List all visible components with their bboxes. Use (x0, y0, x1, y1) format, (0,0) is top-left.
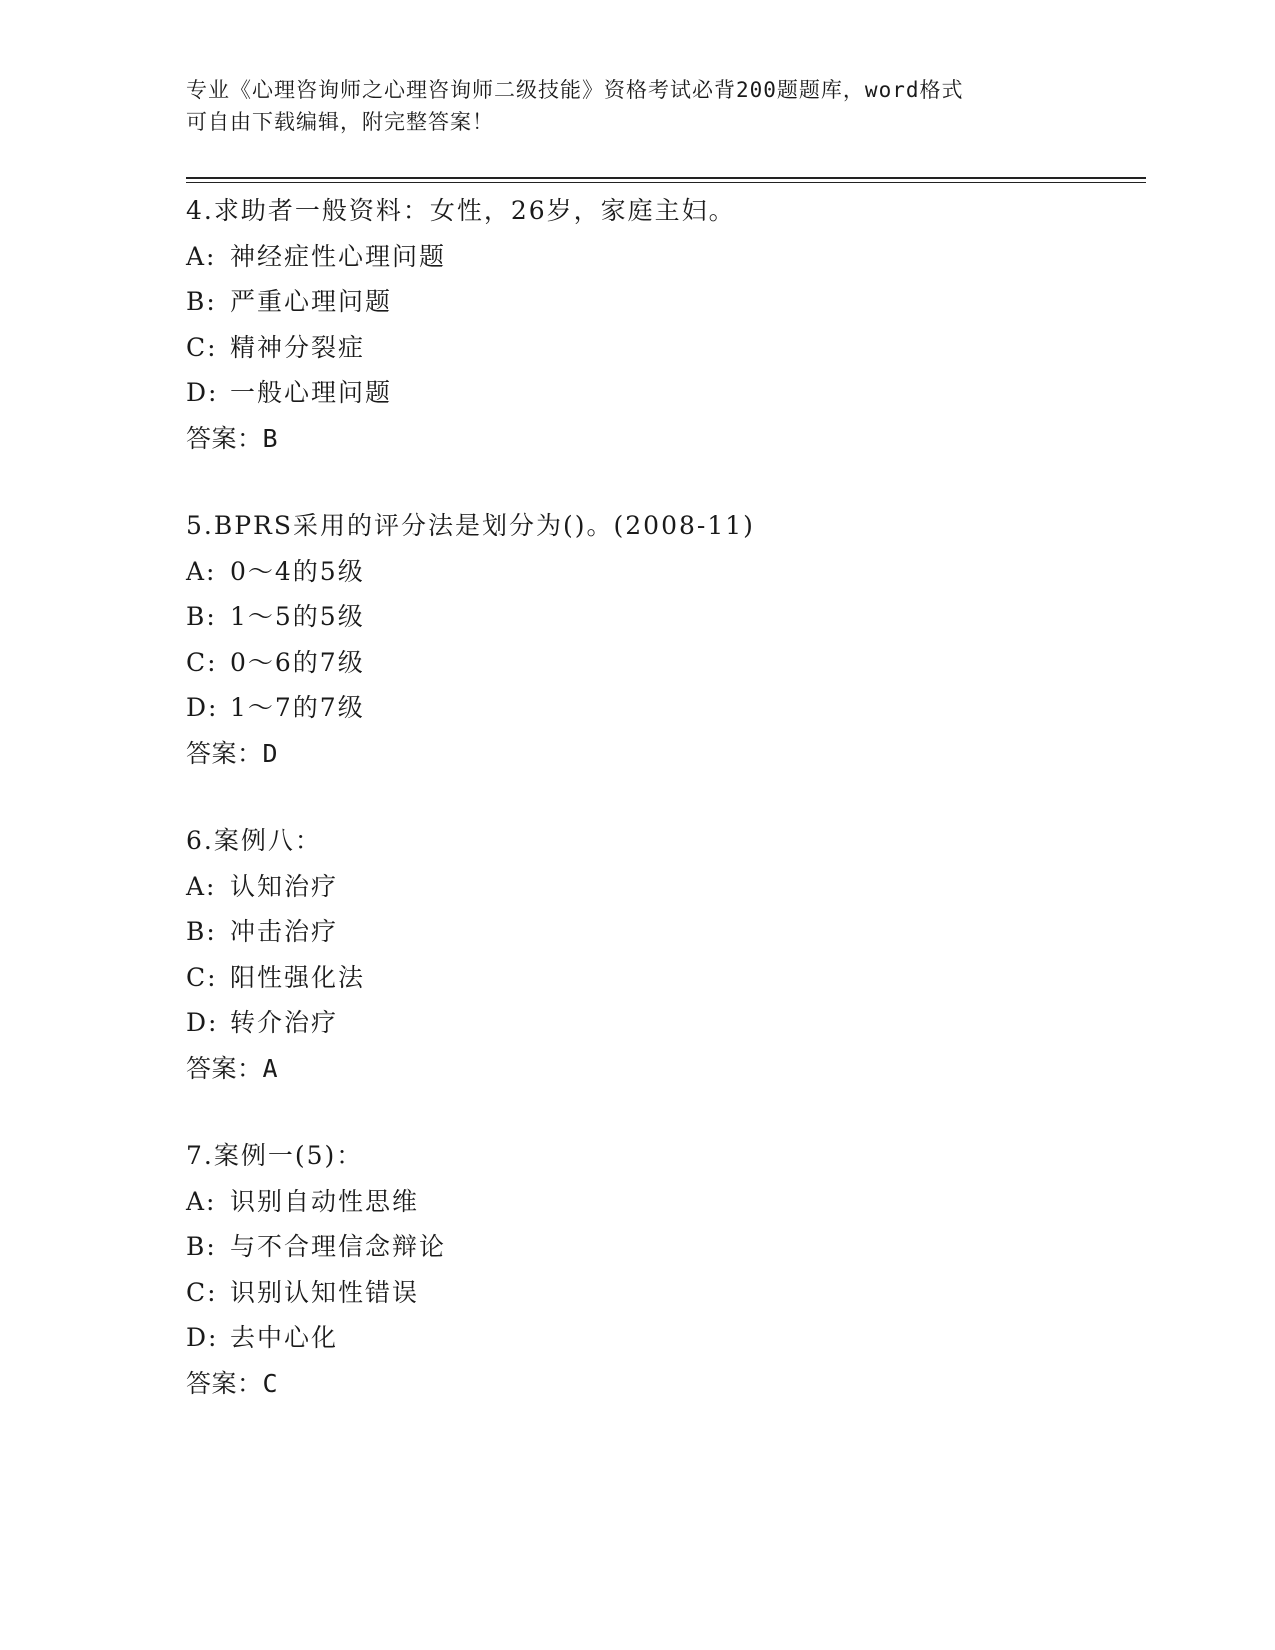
question-stem: 5.BPRS采用的评分法是划分为()。(2008-11) (186, 511, 755, 540)
option-c (186, 640, 1146, 686)
option-letter: C: (186, 962, 218, 992)
option-text: 1～7的7级 (230, 693, 365, 722)
option-d (186, 370, 1146, 416)
option-c (186, 955, 1146, 1001)
option-text: 0～6的7级 (230, 647, 365, 677)
option-letter: D: (186, 1008, 219, 1037)
option-d (186, 1000, 1146, 1046)
question-5 (186, 503, 1146, 776)
document-header (186, 74, 1086, 138)
option-text: 冲击治疗 (230, 917, 339, 946)
option-letter: A: (186, 556, 217, 586)
option-letter: D: (186, 693, 219, 722)
option-letter: A: (186, 241, 217, 271)
option-a (186, 234, 1146, 280)
option-text: 严重心理问题 (230, 287, 393, 316)
option-text: 识别认知性错误 (230, 1277, 420, 1307)
option-letter: B: (186, 917, 217, 946)
option-b (186, 909, 1146, 955)
option-a (186, 1179, 1146, 1225)
header-divider (186, 177, 1146, 179)
option-b (186, 594, 1146, 640)
option-letter: C: (186, 1277, 218, 1307)
option-d (186, 1315, 1146, 1361)
question-4 (186, 188, 1146, 461)
answer-line: 答案：D (186, 738, 279, 768)
option-letter: C: (186, 647, 218, 677)
option-letter: B: (186, 1232, 217, 1261)
option-text: 认知治疗 (230, 871, 339, 901)
answer-line: 答案：C (186, 1368, 279, 1398)
option-text: 0～4的5级 (230, 556, 365, 586)
option-text: 阳性强化法 (230, 962, 366, 992)
option-letter: D: (186, 1323, 219, 1352)
question-6 (186, 818, 1146, 1091)
option-c (186, 1270, 1146, 1316)
option-d (186, 685, 1146, 731)
header-line-1: 专业《心理咨询师之心理咨询师二级技能》资格考试必背200题题库，word格式 (186, 78, 964, 102)
option-text: 识别自动性思维 (230, 1186, 420, 1216)
option-text: 神经症性心理问题 (230, 241, 447, 271)
option-letter: C: (186, 332, 218, 362)
option-c (186, 325, 1146, 371)
question-7 (186, 1133, 1146, 1406)
question-stem: 6.案例八： (186, 826, 322, 855)
option-letter: B: (186, 287, 217, 316)
answer-line: 答案：A (186, 1053, 279, 1083)
header-line-2: 可自由下载编辑，附完整答案！ (186, 110, 494, 134)
question-list (186, 188, 1146, 1448)
option-text: 精神分裂症 (230, 332, 366, 362)
option-letter: A: (186, 1186, 217, 1216)
option-letter: A: (186, 871, 217, 901)
option-letter: D: (186, 378, 219, 407)
question-stem: 7.案例一(5)： (186, 1141, 364, 1170)
question-stem: 4.求助者一般资料：女性，26岁，家庭主妇。 (186, 196, 736, 225)
option-letter: B: (186, 602, 217, 631)
answer-line: 答案：B (186, 423, 279, 453)
option-b (186, 1224, 1146, 1270)
option-text: 去中心化 (230, 1323, 339, 1352)
option-text: 转介治疗 (230, 1008, 339, 1037)
option-a (186, 549, 1146, 595)
header-divider-thin (186, 182, 1146, 183)
option-text: 一般心理问题 (230, 378, 393, 407)
option-a (186, 864, 1146, 910)
option-text: 与不合理信念辩论 (230, 1232, 447, 1261)
option-text: 1～5的5级 (230, 602, 365, 631)
option-b (186, 279, 1146, 325)
